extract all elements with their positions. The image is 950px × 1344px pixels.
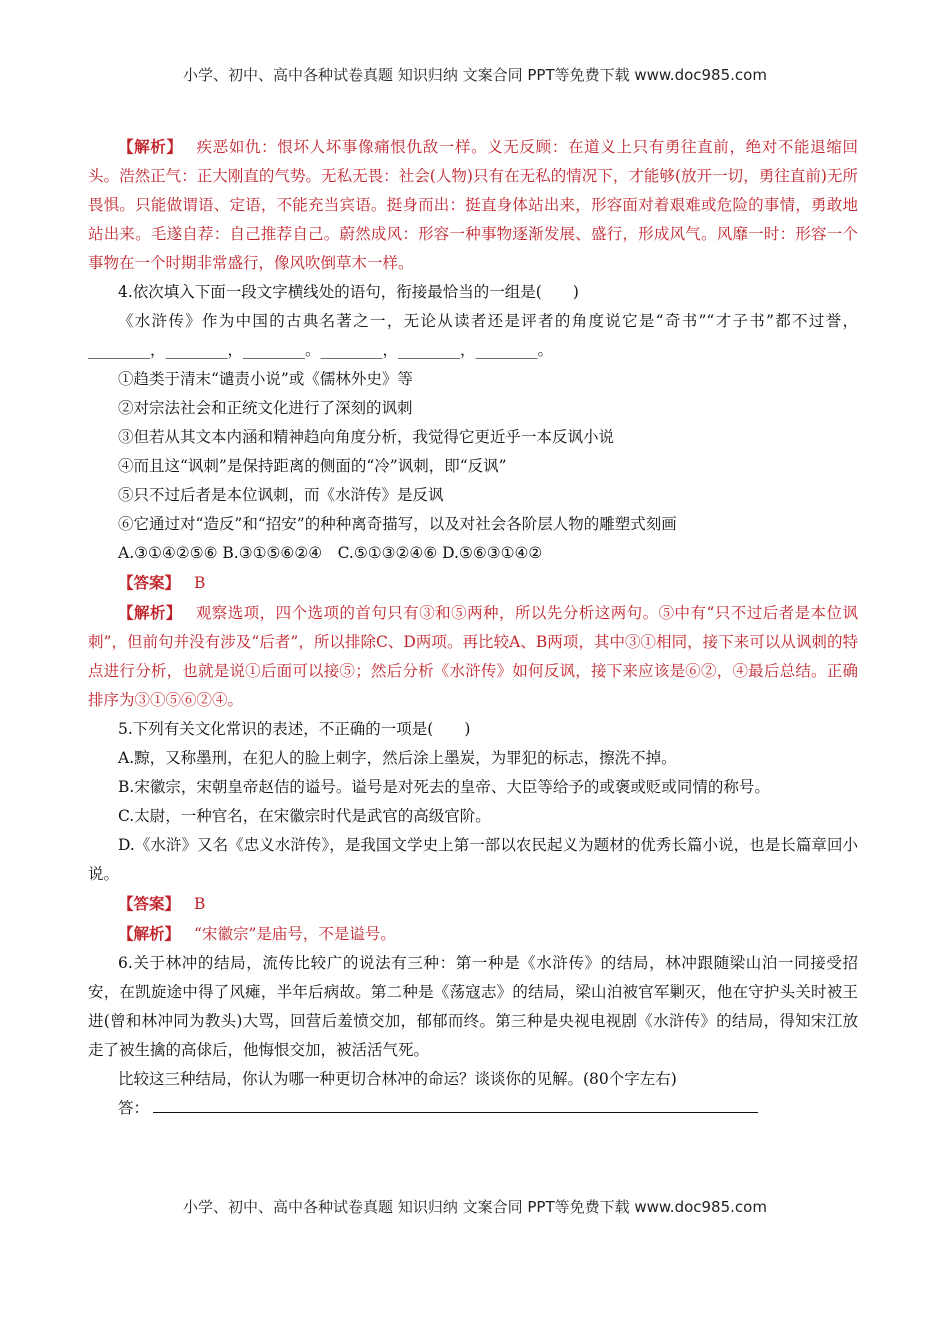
- footer-banner: 小学、初中、高中各种试卷真题 知识归纳 文案合同 PPT等免费下载 www.doc985.com: [183, 1198, 767, 1216]
- q4-options: A.③①④②⑤⑥ B.③①⑤⑥②④ C.⑤①③②④⑥ D.⑤⑥③①④②: [118, 544, 543, 562]
- q4-item-2: ②对宗法社会和正统文化进行了深刻的讽刺: [118, 399, 413, 417]
- q5-option-b: B.宋徽宗，宋朝皇帝赵佶的谥号。谥号是对死去的皇帝、大臣等给予的或褒或贬或同情的称号。: [118, 778, 770, 796]
- q5-stem: 5.下列有关文化常识的表述，不正确的一项是( ): [118, 720, 471, 738]
- q4-item-4: ④而且这“讽刺”是保持距离的侧面的“冷”讽刺，即“反讽”: [118, 457, 507, 475]
- q5-option-d: D.《水浒》又名《忠义水浒传》，是我国文学史上第一部以农民起义为题材的优秀长篇小说，也是长篇章回小说。: [88, 836, 858, 883]
- q5-analysis-text: “宋徽宗”是庙号，不是谥号。: [194, 925, 396, 943]
- q4-answer: [88, 568, 858, 598]
- answer-label: 【答案】: [118, 894, 181, 913]
- header-banner: 小学、初中、高中各种试卷真题 知识归纳 文案合同 PPT等免费下载 www.doc985.com: [183, 66, 767, 84]
- q4-passage: 《水浒传》作为中国的古典名著之一，无论从读者还是评者的角度说它是“奇书”“才子书”都不过誉，________，________，________。________，________，________。: [88, 312, 858, 359]
- q4-item-6: ⑥它通过对“造反”和“招安”的种种离奇描写，以及对社会各阶层人物的雕塑式刻画: [118, 515, 677, 533]
- q5-analysis: [88, 919, 858, 949]
- q4-item-5: ⑤只不过后者是本位讽刺，而《水浒传》是反讽: [118, 486, 444, 504]
- q4-item-3: ③但若从其文本内涵和精神趋向角度分析，我觉得它更近乎一本反讽小说: [118, 428, 615, 446]
- analysis-label: 【解析】: [118, 603, 182, 622]
- answer-blank[interactable]: [153, 1094, 758, 1113]
- document-body: [88, 132, 858, 1123]
- q5-answer-value: B: [194, 895, 206, 913]
- analysis-label: 【解析】: [118, 137, 183, 156]
- q6-answer-line: [88, 1094, 858, 1123]
- q5-option-c: C.太尉，一种官名，在宋徽宗时代是武官的高级官阶。: [118, 807, 491, 825]
- q3-analysis-text: 疾恶如仇：恨坏人坏事像痛恨仇敌一样。义无反顾：在道义上只有勇往直前，绝对不能退缩回头。浩然正气：正大刚直的气势。无私无畏：社会(人物)只有在无私的情况下，才能够(放开一切，勇往直前)无所畏惧。只能做谓语、定语，不能充当宾语。挺身而出：挺直身体站出来，形容面对着艰难或危险的事情，勇敢地站出来。毛遂自荐：自己推荐自己。蔚然成风：形容一种事物逐渐发展、盛行，形成风气。风靡一时：形容一个事物在一个时期非常盛行，像风吹倒草木一样。: [88, 138, 858, 272]
- q5-option-a: A.黥，又称墨刑，在犯人的脸上刺字，然后涂上墨炭，为罪犯的标志，擦洗不掉。: [118, 749, 677, 767]
- answer-label: 【答案】: [118, 573, 181, 592]
- q4-answer-value: B: [194, 574, 206, 592]
- q6-stem: 6.关于林冲的结局，流传比较广的说法有三种：第一种是《水浒传》的结局，林冲跟随梁山泊一同接受招安，在凯旋途中得了风瘫，半年后病故。第二种是《荡寇志》的结局，梁山泊被官军剿灭，他在守护头关时被王进(曾和林冲同为教头)大骂，回营后羞愤交加，郁郁而终。第三种是央视电视剧《水浒传》的结局，得知宋江放走了被生擒的高俅后，他悔恨交加，被活活气死。: [88, 954, 858, 1059]
- q4-stem: 4.依次填入下面一段文字横线处的语句，衔接最恰当的一组是( ): [118, 283, 579, 301]
- q5-answer: [88, 889, 858, 919]
- q6-question: 比较这三种结局，你认为哪一种更切合林冲的命运？谈谈你的见解。(80个字左右): [118, 1070, 677, 1088]
- q4-analysis: [88, 598, 858, 715]
- answer-prefix: 答：: [118, 1099, 150, 1117]
- analysis-label: 【解析】: [118, 924, 181, 943]
- q3-analysis: [88, 132, 858, 278]
- q4-analysis-text: 观察选项，四个选项的首句只有③和⑤两种，所以先分析这两句。⑤中有“只不过后者是本位讽刺”，但前句并没有涉及“后者”，所以排除C、D两项。再比较A、B两项，其中③①相同，接下来可以从讽刺的特点进行分析，也就是说①后面可以接⑤；然后分析《水浒传》如何反讽，接下来应该是⑥②，④最后总结。正确排序为③①⑤⑥②④。: [88, 604, 858, 709]
- q4-item-1: ①趋类于清末“谴责小说”或《儒林外史》等: [118, 370, 413, 388]
